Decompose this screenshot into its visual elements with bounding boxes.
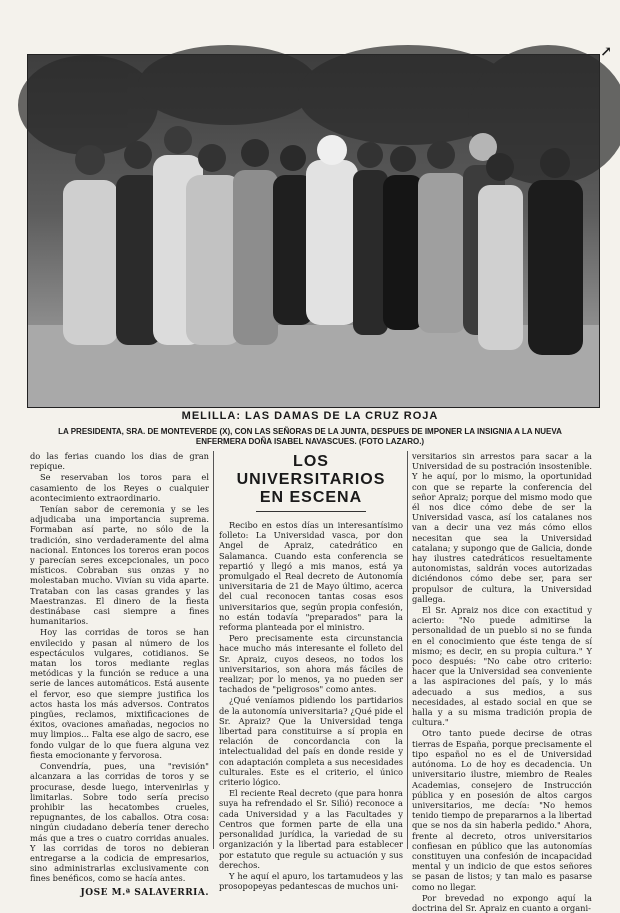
paragraph: Recibo en estos días un interesantísimo folleto: La Universidad vasca, por don Angel de Apraiz, catedrático en Salamanca. Cuando esta conferencia se repartió y llegó a mis manos, está ya promulgado el Real decreto de Autonomía universitaria de 21 de Mayo último, acerca del cual reconocen tantas cosas esos universitarios que, según propia confesión, no están todavía "preparados" para la reforma planteada por el ministro. [219,520,403,633]
paragraph: Pero precisamente esta circunstancia hace mucho más interesante el folleto del Sr. Apraiz, cuyos deseos, no todos los universitarios, son ahora más fáciles de realizar; por lo menos, ya no pueden ser tachados de "peligrosos" como antes. [219,633,403,695]
headline-line-2: EN ESCENA [259,489,363,506]
corner-mark: ↗ [600,44,612,60]
column-3 [412,451,592,913]
headline-rule [256,511,366,512]
paragraph: Convendría, pues, una "revisión" alcanzara a las corridas de toros y se procurase, desde luego, intervenirlas y limitarlas. Sobre todo sería preciso prohibir las hecatombes crueles, repugnantes, de los caballos. Otra cosa: ningún ciudadano debería tener derecho más que a tres o cuatro corridas anuales. Y las corridas de toros no debieran entregarse a la codicia de empresarios, sino administrarlas exclusivamente con fines benéficos, como se hacía antes. [30,761,209,884]
article-headline [219,453,403,512]
paragraph: Y he aquí el apuro, los tartamudeos y las prosopopeyas pedantescas de muchos uni- [219,870,403,892]
paragraph: versitarios sin arrestos para sacar a la Universidad de su postración insostenible. Y he aquí, por lo mismo, la oportunidad con que se reparte la conferencia del señor Apraiz; porque del mismo modo que él nos dice cómo debe de ser la Universidad vasca, así los catalanes nos van a decir una vez más cómo ellos necesitan que sea la Universidad catalana; y supongo que de Galicia, donde hay ilustres catedráticos resueltamente autonomistas, saldrán voces autorizadas diciéndonos cómo debe ser, para ser propulsor de cultura, la Universidad gallega. [412,451,592,604]
author-signature: JOSE M.ª SALAVERRIA. [80,887,209,898]
paragraph: Otro tanto puede decirse de otras tierras de España, porque precisamente el tipo español no es el de Universidad autónoma. Lo de hoy es decadencia. Un universitario ilustre, miembro de Reales Academias, consejero de Instrucción pública y en posesión de altos cargos universitarios, me decía: "No hemos tenido tiempo de prepararnos a la libertad que se nos da sin haberla pedido." Ahora, frente al decreto, otros universitarios confiesan en público que las autonomías constituyen una confesión de incapacidad mental y un indicio de que estos señores se pasan de listos; y tan malo es pasarse como no llegar. [412,728,592,892]
paragraph: El Sr. Apraiz nos dice con exactitud y acierto: "No puede admitirse la personalidad de un pueblo si no se funda en el conocimiento que éste tenga de sí mismo; es decir, en su propia cultura." Y poco después: "No cabe otro criterio: hacer que la Universidad sea conveniente a las aspiraciones del país, y lo más adecuado a sus medios, a sus necesidades, al estado social en que se halla y a su misma tradición propia de cultura." [412,605,592,728]
group-photo [27,54,600,408]
paragraph: do las ferias cuando los dias de gran repique. [30,451,209,472]
paragraph: Hoy las corridas de toros se han envilecido y pasan al número de los espectáculos vulgares, cotidianos. Se matan los toros mediante reglas metódicas y la función se reduce a una serie de lances automáticos. Está ausente el fervor, eso que siempre justifica los actos hasta los más adversos. Contratos pingües, reclamos, mixtificaciones de éxitos, ovaciones amañadas, negocios no muy limpios... Falta ese algo de sacro, ese fondo vulgar de lo que fuera alguna vez fiesta emocionante y fervorosa. [30,627,209,760]
column-1 [30,451,209,898]
column-divider [407,451,408,849]
column-divider [213,451,214,849]
paragraph: Por brevedad no expongo aquí la doctrina del Sr. Apraiz en cuanto a organi- [412,892,592,913]
photo-illustration [28,55,599,407]
photo-caption-title: MELILLA: LAS DAMAS DE LA CRUZ ROJA [181,410,439,422]
paragraph: ¿Qué veníamos pidiendo los partidarios de la autonomía universitaria? ¿Qué pide el Sr. Apraiz? Que la Universidad tenga libertad para constituirse a sí propia en relación de concordancia con la intelectualidad del país en donde reside y con adaptación completa a sus necesidades culturales. Este es el criterio, el único criterio lógico. [219,695,403,788]
column-2 [219,451,403,892]
paragraph: Tenían sabor de ceremonia y se les adjudicaba una importancia suprema. Formaban así parte, no sólo de la tradición, sino verdaderamente del alma nacional. Entonces los toreros eran pocos y parecían seres excepcionales, un poco místicos. Cobraban sus onzas y no molestaban mucho. Vivían su vida aparte. Trataban con las casas grandes y las Maestranzas. El dinero de la fiesta destinábase casi siempre a fines humanitarios. [30,504,209,627]
paragraph: El reciente Real decreto (que para honra suya ha refrendado el Sr. Silió) reconoce a cada Universidad y a las Facultades y Centros que formen parte de ella una personalidad jurídica, la variedad de su organización y la libertad para establecer por estatuto que regule su actuación y sus derechos. [219,788,403,870]
paragraph: Se reservaban los toros para el casamiento de los Reyes o cualquier acontecimiento extraordinario. [30,472,209,503]
headline-line-1: LOS UNIVERSITARIOS [236,453,386,488]
photo-caption-subtitle: LA PRESIDENTA, SRA. DE MONTEVERDE (X), CON LAS SEÑORAS DE LA JUNTA, DESPUES DE IMPONER LA INSIGNIA A LA NUEVA ENFERMERA DOÑA ISABEL NAVASCUES. (FOTO LAZARO.) [58,427,562,446]
